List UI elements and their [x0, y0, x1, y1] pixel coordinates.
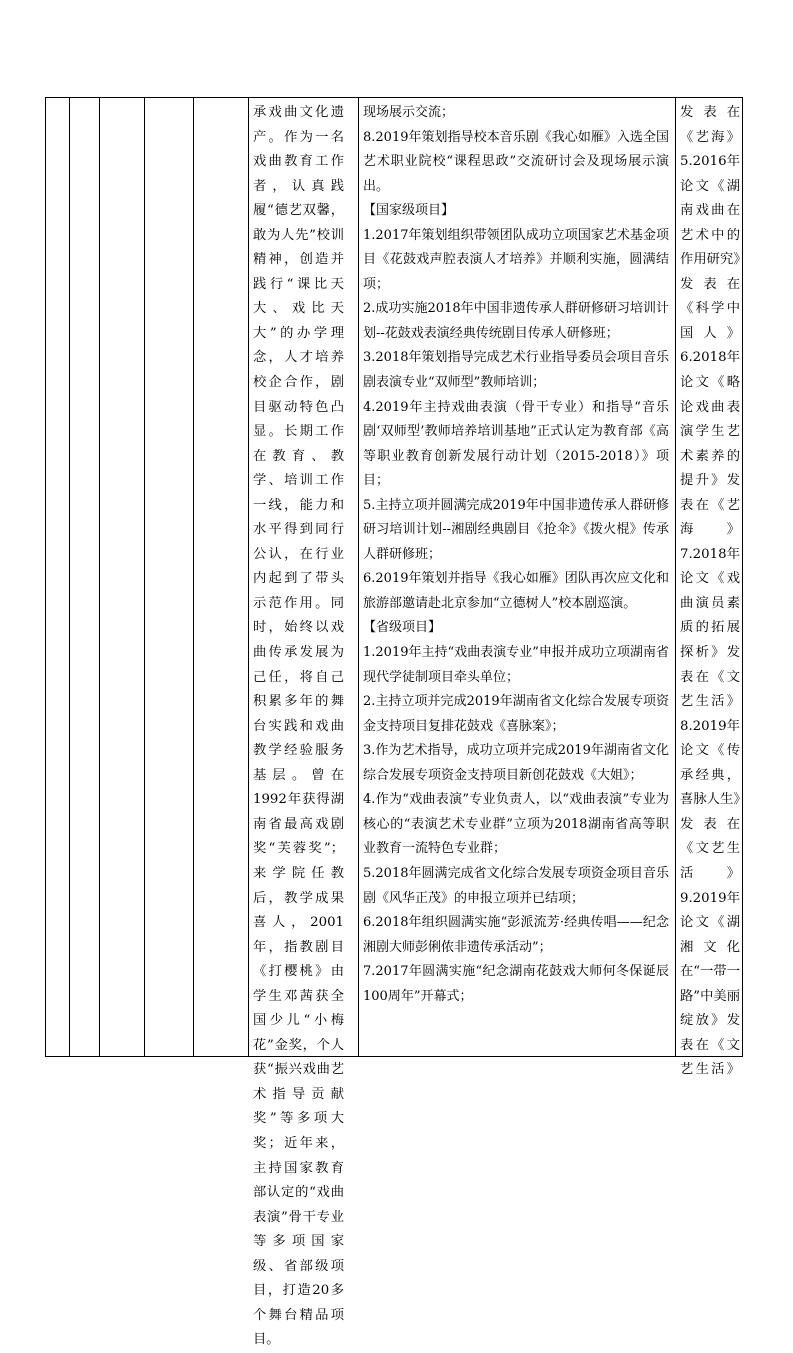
- project-item: 3.作为艺术指导，成功立项并完成2019年湖南省文化综合发展专项资金支持项目新创花鼓戏《大姐》；: [363, 743, 669, 783]
- project-item: 7.2017年圆满实施“纪念湖南花鼓戏大师何冬保诞辰100周年”开幕式；: [363, 964, 669, 1004]
- project-item: 现场展示交流；: [363, 105, 455, 120]
- project-item: 4.作为“戏曲表演”专业负责人，以“戏曲表演”专业为核心的“表演艺术专业群”立项为2018湖南省高等职业教育一流特色专业群；: [363, 792, 669, 857]
- project-item: 6.2018年组织圆满实施“彭派流芳·经典传唱——纪念湘剧大师彭俐侬非遗传承活动”；: [363, 915, 669, 955]
- project-item: 2.主持立项并完成2019年湖南省文化综合发展专项资金支持项目复排花鼓戏《喜脉案》；: [363, 694, 669, 734]
- column-divider: [99, 98, 100, 1056]
- column-divider: [69, 98, 70, 1056]
- publications-cell: [676, 98, 744, 1083]
- project-item: 4.2019年主持戏曲表演（骨干专业）和指导“音乐剧‘双师型’教师培养培训基地”正式认定为教育部《高等职业教育创新发展行动计划（2015-2018）》项目；: [363, 399, 669, 489]
- publication-item: 6.2018年论文《略论戏曲表演学生艺术素养的提升》发表在《艺海》: [680, 350, 740, 538]
- table: [45, 97, 743, 1348]
- projects-cell: [359, 98, 675, 1009]
- publication-item: 8.2019年论文《传承经典，喜脉人生》发表在《文艺生活》: [680, 718, 740, 881]
- project-item: 8.2019年策划指导校本音乐剧《我心如雁》入选全国艺术职业院校“课程思政”交流研讨会及现场展示演出。: [363, 129, 669, 194]
- intro-cell: [249, 98, 348, 1353]
- project-item: 3.2018年策划指导完成艺术行业指导委员会项目音乐剧表演专业“双师型”教师培训；: [363, 350, 669, 391]
- publication-item: 9.2019年论文《湖湘文化在“一带一路”中美丽绽放》发表在《文艺生活》: [680, 890, 740, 1078]
- project-item: 6.2019年策划并指导《我心如雁》团队再次应文化和旅游部邀请赴北京参加“立德树人”校本剧巡演。: [363, 571, 669, 611]
- publication-item: 5.2016年论文《湖南戏曲在艺术中的作用研究》发表在《科学中国人》: [680, 154, 740, 341]
- publication-item: 7.2018年论文《戏曲演员素质的拓展探析》发表在《文艺生活》: [680, 546, 740, 710]
- column-divider: [193, 98, 194, 1056]
- project-item: 1.2017年策划组织带领团队成功立项国家艺术基金项目《花鼓戏声腔表演人才培养》并顺利实施，圆满结项；: [363, 227, 669, 292]
- project-item: 1.2019年主持“戏曲表演专业”申报并成功立项湖南省现代学徒制项目牵头单位；: [363, 645, 669, 685]
- column-divider: [144, 98, 145, 1056]
- intro-text: 承戏曲文化遗产。作为一名戏曲教育工作者，认真践履“德艺双馨，敢为人先”校训精神，创造并践行“课比天大、戏比天大”的办学理念，人才培养校企合作，剧目驱动特色凸显。长期工作在教育、教学、培训工作一线，能力和水平得到同行公认，在行业内起到了带头示范作用。同时，始终以戏曲传承发展为己任，将自己积累多年的舞台实践和戏曲教学经验服务基层。曾在1992年获得湖南省最高戏剧奖“芙蓉奖”；来学院任教后，教学成果喜人，2001年，指教剧目《打樱桃》由学生邓茜获全国少儿“小梅花”金奖，个人获“振兴戏曲艺术指导贡献奖”等多项大奖；近年来，主持国家教育部认定的“戏曲表演”骨干专业等多项国家级、省部级项目，打造20多个舞台精品项目。: [253, 105, 344, 1348]
- section-heading-national: 【国家级项目】: [363, 203, 455, 219]
- project-item: 5.2018年圆满完成省文化综合发展专项资金项目音乐剧《风华正茂》的申报立项并已结项；: [363, 865, 669, 906]
- section-heading-provincial: 【省级项目】: [363, 620, 442, 636]
- project-item: 5.主持立项并圆满完成2019年中国非遗传承人群研修研习培训计划--湘剧经典剧目《抢伞》《拨火棍》传承人群研修班；: [363, 497, 669, 562]
- publication-item: 发表在《艺海》: [680, 105, 740, 145]
- project-item: 2.成功实施2018年中国非遗传承人群研修研习培训计划--花鼓戏表演经典传统剧目传承人研修班；: [363, 301, 669, 341]
